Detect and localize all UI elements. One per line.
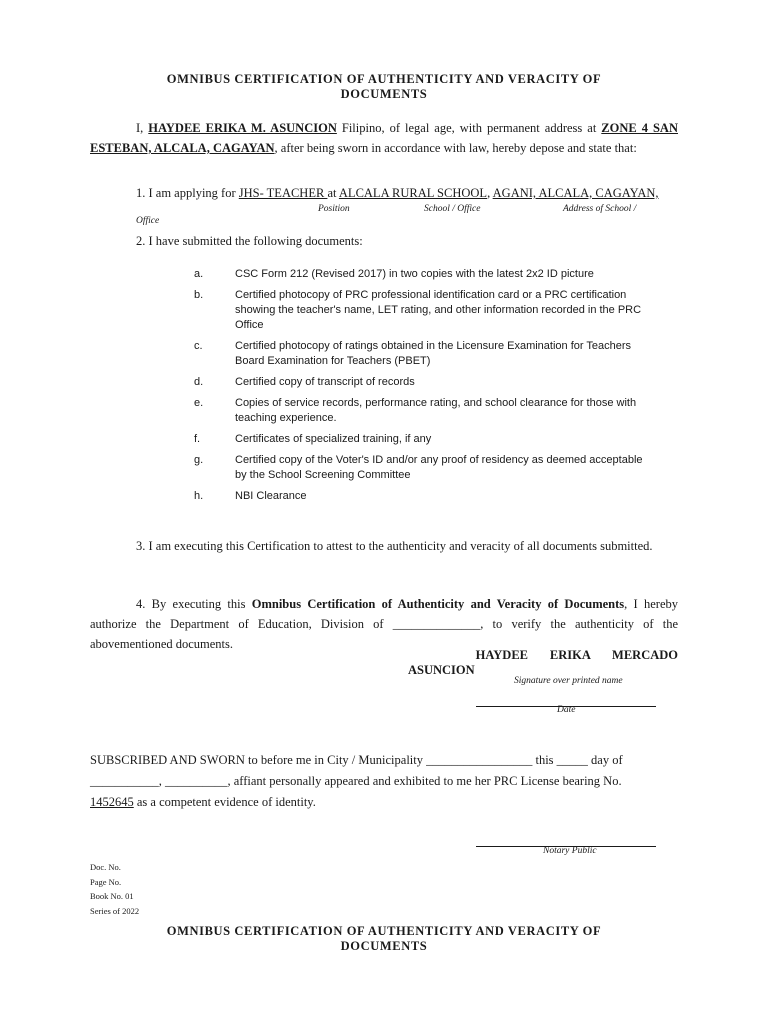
- label-position: Position: [318, 204, 350, 214]
- item-4: [90, 594, 678, 654]
- documents-list: [194, 267, 654, 510]
- prc-license-number: 1452645: [90, 795, 134, 809]
- item-1-at: at: [327, 186, 339, 200]
- list-item-text: Certified photocopy of PRC professional identification card or a PRC certification showing the teacher's name, LET rating, and other information recorded in the PRC Office: [235, 289, 642, 331]
- applied-school: ALCALA RURAL SCHOOL: [338, 186, 488, 200]
- intro-text-2: Filipino, of legal age, with permanent address at: [336, 121, 602, 135]
- affiant-name: HAYDEE ERIKA M. ASUNCION: [148, 121, 337, 135]
- footer-title-line-2: DOCUMENTS: [340, 939, 428, 953]
- list-item-letter: c.: [194, 340, 203, 352]
- item-1-comma: ,: [487, 186, 493, 200]
- list-item-letter: d.: [194, 376, 204, 388]
- list-item-letter: b.: [194, 289, 204, 301]
- list-item-text: Certified copy of the Voter's ID and/or any proof of residency as deemed acceptable by the School Screening Committee: [235, 454, 643, 481]
- label-address-of-school: Address of School /: [563, 204, 637, 214]
- label-office: Office: [136, 216, 160, 226]
- list-item-text: Certificates of specialized training, if any: [235, 433, 432, 445]
- book-no: Book No. 01: [90, 891, 134, 901]
- list-item-letter: h.: [194, 490, 204, 502]
- jurat-line-2: ___________, __________, affiant personally appeared and exhibited to me her PRC License bearing No.: [90, 774, 622, 788]
- affiant-address: ZONE 4 SAN ESTEBAN, ALCALA, CAGAYAN: [90, 121, 678, 155]
- signatory-name-line-2: ASUNCION: [408, 663, 475, 677]
- doc-no: Doc. No.: [90, 862, 121, 872]
- list-item: [194, 288, 654, 333]
- notary-public-label: Notary Public: [543, 846, 597, 856]
- item-3: 3. I am executing this Certification to attest to the authenticity and veracity of all documents submitted.: [136, 539, 653, 553]
- list-item: [194, 453, 654, 483]
- label-school-office: School / Office: [424, 204, 481, 214]
- signature-caption: Signature over printed name: [514, 676, 623, 686]
- signatory-name: [408, 648, 678, 678]
- applied-position: JHS- TEACHER: [238, 186, 328, 200]
- intro-paragraph: [90, 118, 678, 158]
- list-item-text: Certified photocopy of ratings obtained in the Licensure Examination for Teachers Board Examination for Teachers (PBET): [235, 340, 632, 367]
- list-item: [194, 267, 654, 282]
- item-4-text-1: 4. By executing this: [136, 597, 252, 611]
- document-title: [90, 72, 678, 102]
- list-item: [194, 375, 654, 390]
- list-item: [194, 489, 654, 504]
- jurat-paragraph: [90, 750, 678, 813]
- list-item-letter: a.: [194, 268, 204, 280]
- item-4-certification-title: Omnibus Certification of Authenticity and Veracity of Documents: [251, 597, 625, 611]
- page-no: Page No.: [90, 876, 122, 887]
- list-item-text: Certified copy of transcript of records: [235, 376, 415, 388]
- list-item-letter: g.: [194, 454, 204, 466]
- jurat-line-1: SUBSCRIBED AND SWORN to before me in City / Municipality _________________ this _____ day of: [90, 753, 623, 767]
- signatory-name-line-1: HAYDEE ERIKA MERCADO: [475, 648, 678, 662]
- title-line-2: DOCUMENTS: [340, 87, 428, 101]
- series-year: Series of 2022: [90, 905, 140, 916]
- date-label: Date: [557, 705, 576, 715]
- item-1: [136, 186, 676, 201]
- intro-text-3: , after being sworn in accordance with law, hereby depose and state that:: [274, 141, 637, 155]
- notary-register: [90, 860, 139, 918]
- list-item: [194, 339, 654, 369]
- title-line-1: OMNIBUS CERTIFICATION OF AUTHENTICITY AND VERACITY OF: [166, 72, 602, 86]
- list-item: [194, 396, 654, 426]
- item-1-prefix: 1. I am applying for: [136, 186, 239, 200]
- item-2: 2. I have submitted the following documents:: [136, 234, 363, 248]
- intro-text-1: I,: [136, 121, 149, 135]
- list-item: [194, 432, 654, 447]
- list-item-letter: e.: [194, 397, 204, 409]
- list-item-letter: f.: [194, 433, 201, 445]
- list-item-text: Copies of service records, performance rating, and school clearance for those with teaching experience.: [235, 397, 637, 424]
- footer-title-line-1: OMNIBUS CERTIFICATION OF AUTHENTICITY AND VERACITY OF: [166, 924, 602, 938]
- footer-title: [90, 924, 678, 954]
- item-4-text-2: , I hereby authorize the Department of Education, Division of ______________, to verify the authenticity of the abovementioned documents.: [90, 597, 678, 651]
- jurat-line-3: as a competent evidence of identity.: [133, 795, 316, 809]
- list-item-text: NBI Clearance: [235, 490, 307, 502]
- list-item-text: CSC Form 212 (Revised 2017) in two copies with the latest 2x2 ID picture: [235, 268, 594, 280]
- applied-school-address: AGANI, ALCALA, CAGAYAN,: [492, 186, 659, 200]
